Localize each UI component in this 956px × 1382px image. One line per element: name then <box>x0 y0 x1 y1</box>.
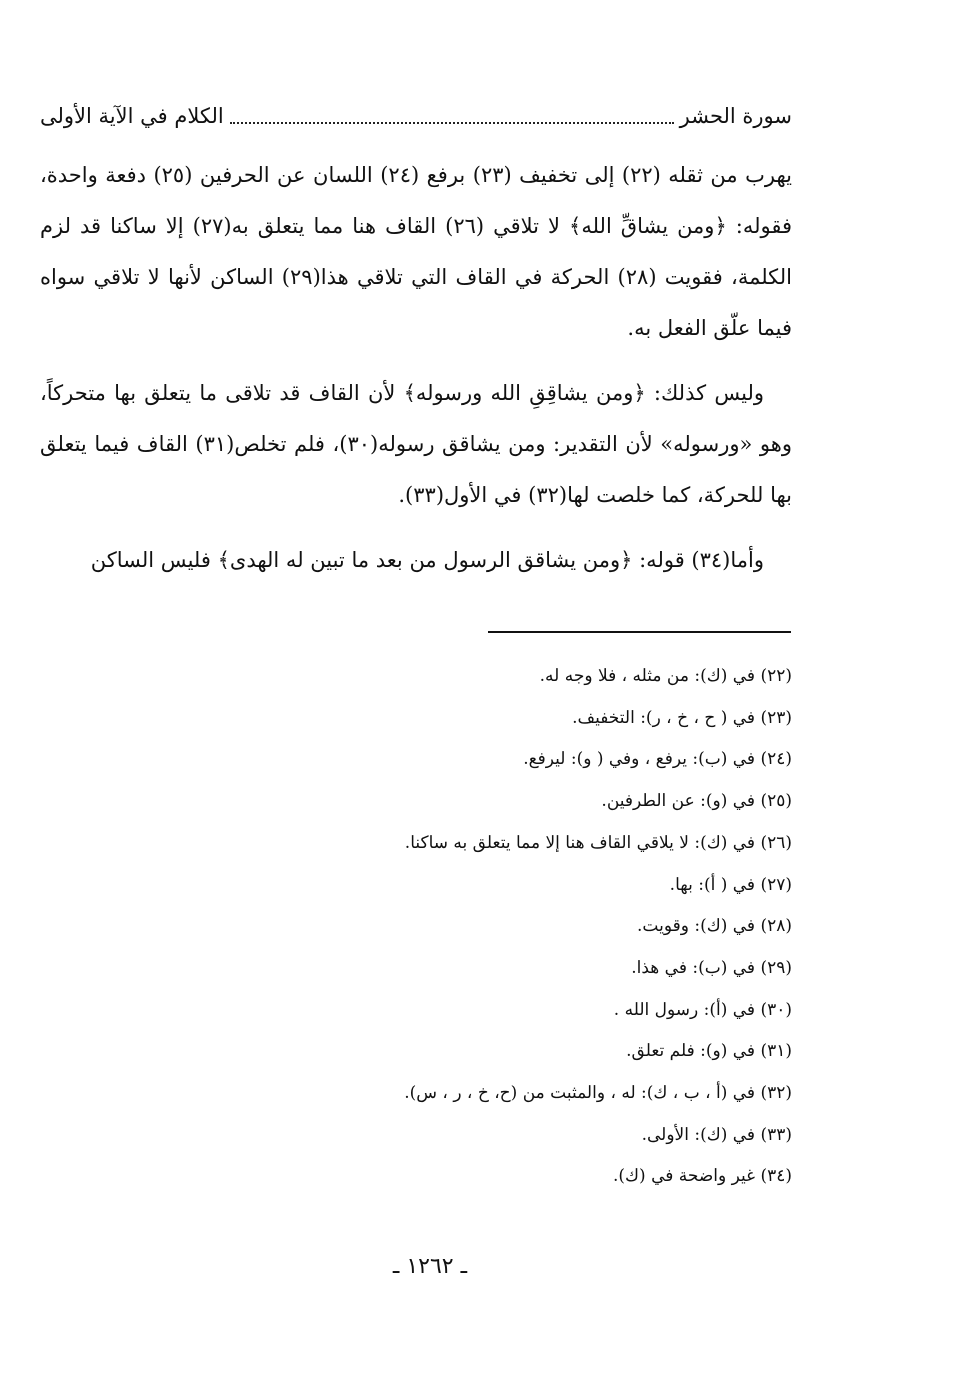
footnote-24: (٢٤) في (ب): يرفع ، وفي ( و): ليرفع. <box>523 749 792 770</box>
header-dot-leader <box>230 108 674 124</box>
footnote-32: (٣٢) في (أ ، ب ، ك): له ، والمثبت من (ح، خ ، ر ، س). <box>404 1083 792 1104</box>
footnote-27: (٢٧) في ( أ): بها. <box>669 874 792 895</box>
footnote-34: (٣٤) غير واضحة في (ك). <box>613 1166 792 1187</box>
paragraph-2: وليس كذلك: ﴿ومن يشاقِقِ الله ورسوله﴾ لأن القاف قد تلاقى ما يتعلق بها متحركاً، وهو «ورسوله» لأن التقدير: ومن يشاقق رسوله(٣٠)، فلم تخلص(٣١) القاف فيما يتعلق بها للحركة، كما خلصت لها(٣٢) في الأول(٣٣). <box>40 381 792 507</box>
footnote-23: (٢٣) في ( ح ، خ ، ر): التخفيف. <box>572 707 792 728</box>
paragraph-1: يهرب من ثقله (٢٢) إلى تخفيف (٢٣) برفع (٢٤) اللسان عن الحرفين (٢٥) دفعة واحدة، فقوله: ﴿ومن يشاقِّ الله﴾ لا تلاقي (٢٦) القاف هنا مما يتعلق به(٢٧) إلا ساكنا قد لزم الكلمة، فقويت (٢٨) الحركة في القاف التي تلاقي هذا(٢٩) الساكن لأنها لا تلاقي سواه فيما علّق الفعل به. <box>40 163 793 340</box>
paragraph-3: وأما(٣٤) قوله: ﴿ومن يشاقق الرسول من بعد ما تبين له الهدى﴾ فليس الساكن <box>90 548 764 572</box>
header-surah-title: سورة الحشر <box>679 104 792 128</box>
footnote-26: (٢٦) في (ك): لا يلاقي القاف هنا إلا مما يتعلق به ساكنا. <box>404 832 792 853</box>
footnote-separator <box>488 631 791 633</box>
header-section-title: الكلام في الآية الأولى <box>40 104 224 128</box>
footnotes-list <box>230 656 792 1198</box>
page-number: ـ ١٢٦٢ ـ <box>392 1254 468 1279</box>
footnote-30: (٣٠) في (أ): رسول الله . <box>613 999 792 1020</box>
footnote-33: (٣٣) في (ك): الأولى. <box>641 1124 792 1145</box>
main-text <box>40 150 792 600</box>
footnote-22: (٢٢) في (ك): من مثله ، فلا وجه له. <box>539 666 792 686</box>
running-header <box>40 96 792 136</box>
footnote-29: (٢٩) في (ب): في هذا. <box>631 957 792 978</box>
footnote-31: (٣١) في (و): فلم تعلق. <box>626 1041 792 1062</box>
footnote-25: (٢٥) في (و): عن الطرفين. <box>601 791 792 812</box>
footnote-28: (٢٨) في (ك): وقويت. <box>637 916 792 937</box>
